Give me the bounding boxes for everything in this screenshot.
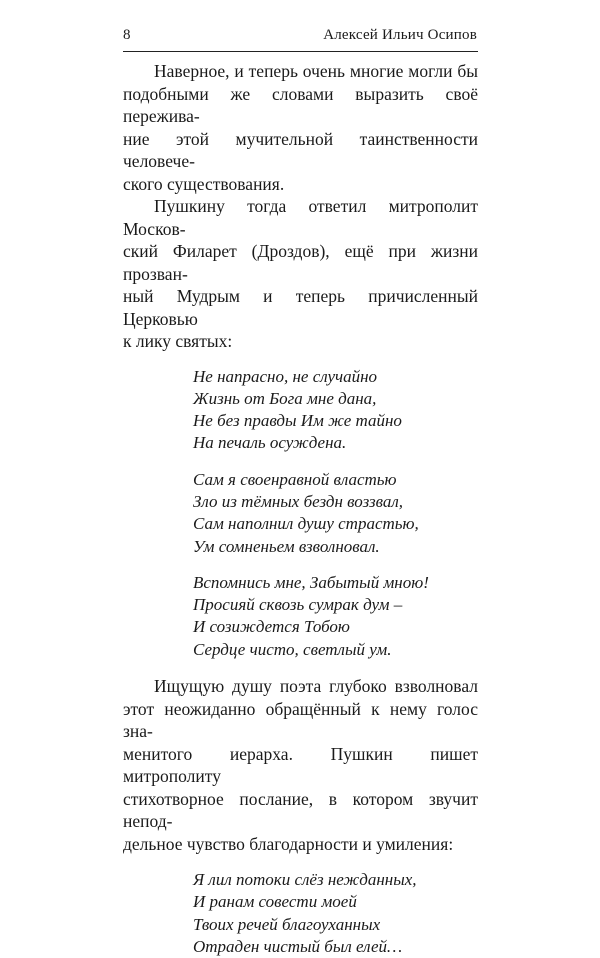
paragraph	[123, 675, 478, 855]
text-line: ского существования.	[123, 173, 285, 194]
verse-line: И созиждется Тобою	[193, 617, 350, 637]
page-number: 8	[123, 27, 131, 43]
verse-line: Просияй сквозь сумрак дум –	[193, 595, 403, 615]
stanza	[193, 572, 478, 661]
verse-line: На печаль осуждена.	[193, 433, 347, 453]
text-line: подобными же словами выразить своё пережива-	[123, 83, 478, 126]
stanza	[193, 366, 478, 455]
poem	[193, 366, 478, 662]
verse-line: Сердце чисто, светлый ум.	[193, 639, 392, 659]
text-line: этот неожиданно обращённый к нему голос зна-	[123, 698, 478, 742]
text-line: Наверное, и теперь очень многие могли бы	[154, 61, 478, 81]
verse-line: Твоих речей благоуханных	[193, 914, 381, 934]
verse-line: Вспомнись мне, Забытый мною!	[193, 572, 429, 592]
stanza	[193, 869, 478, 958]
text-line: стихотворное послание, в котором звучит непод-	[123, 788, 478, 832]
verse-line: Сам наполнил душу страстью,	[193, 514, 419, 534]
stanza	[193, 469, 478, 558]
text-line: дельное чувство благодарности и умиления:	[123, 833, 454, 854]
verse-line: Сам я своенравной властью	[193, 469, 397, 489]
text-line: ный Мудрым и теперь причисленный Церковью	[123, 286, 478, 329]
poem	[193, 869, 478, 958]
verse-line: И ранам совести моей	[193, 892, 357, 912]
verse-line: Отраден чистый был елей…	[193, 936, 403, 956]
text-line: Ищущую душу поэта глубоко взволновал	[154, 676, 478, 697]
verse-line: Не без правды Им же тайно	[193, 411, 402, 431]
text-line: ский Филарет (Дроздов), ещё при жизни прозван-	[123, 241, 478, 284]
text-line: к лику святых:	[123, 331, 233, 351]
verse-line: Ум сомненьем взволновал.	[193, 536, 380, 556]
paragraph	[123, 195, 478, 353]
page-body	[123, 58, 478, 958]
verse-line: Жизнь от Бога мне дана,	[193, 388, 377, 408]
text-line: менитого иерарха. Пушкин пишет митрополиту	[123, 743, 478, 787]
header-rule	[123, 51, 478, 52]
running-title: Алексей Ильич Осипов	[323, 27, 477, 43]
verse-line: Зло из тёмных бездн воззвал,	[193, 491, 404, 511]
verse-line: Я лил потоки слёз нежданных,	[193, 870, 417, 890]
paragraph	[123, 60, 478, 195]
text-line: Пушкину тогда ответил митрополит Москов-	[123, 196, 478, 239]
verse-line: Не напрасно, не случайно	[193, 366, 378, 386]
text-line: ние этой мучительной таинственности человече-	[123, 128, 478, 171]
